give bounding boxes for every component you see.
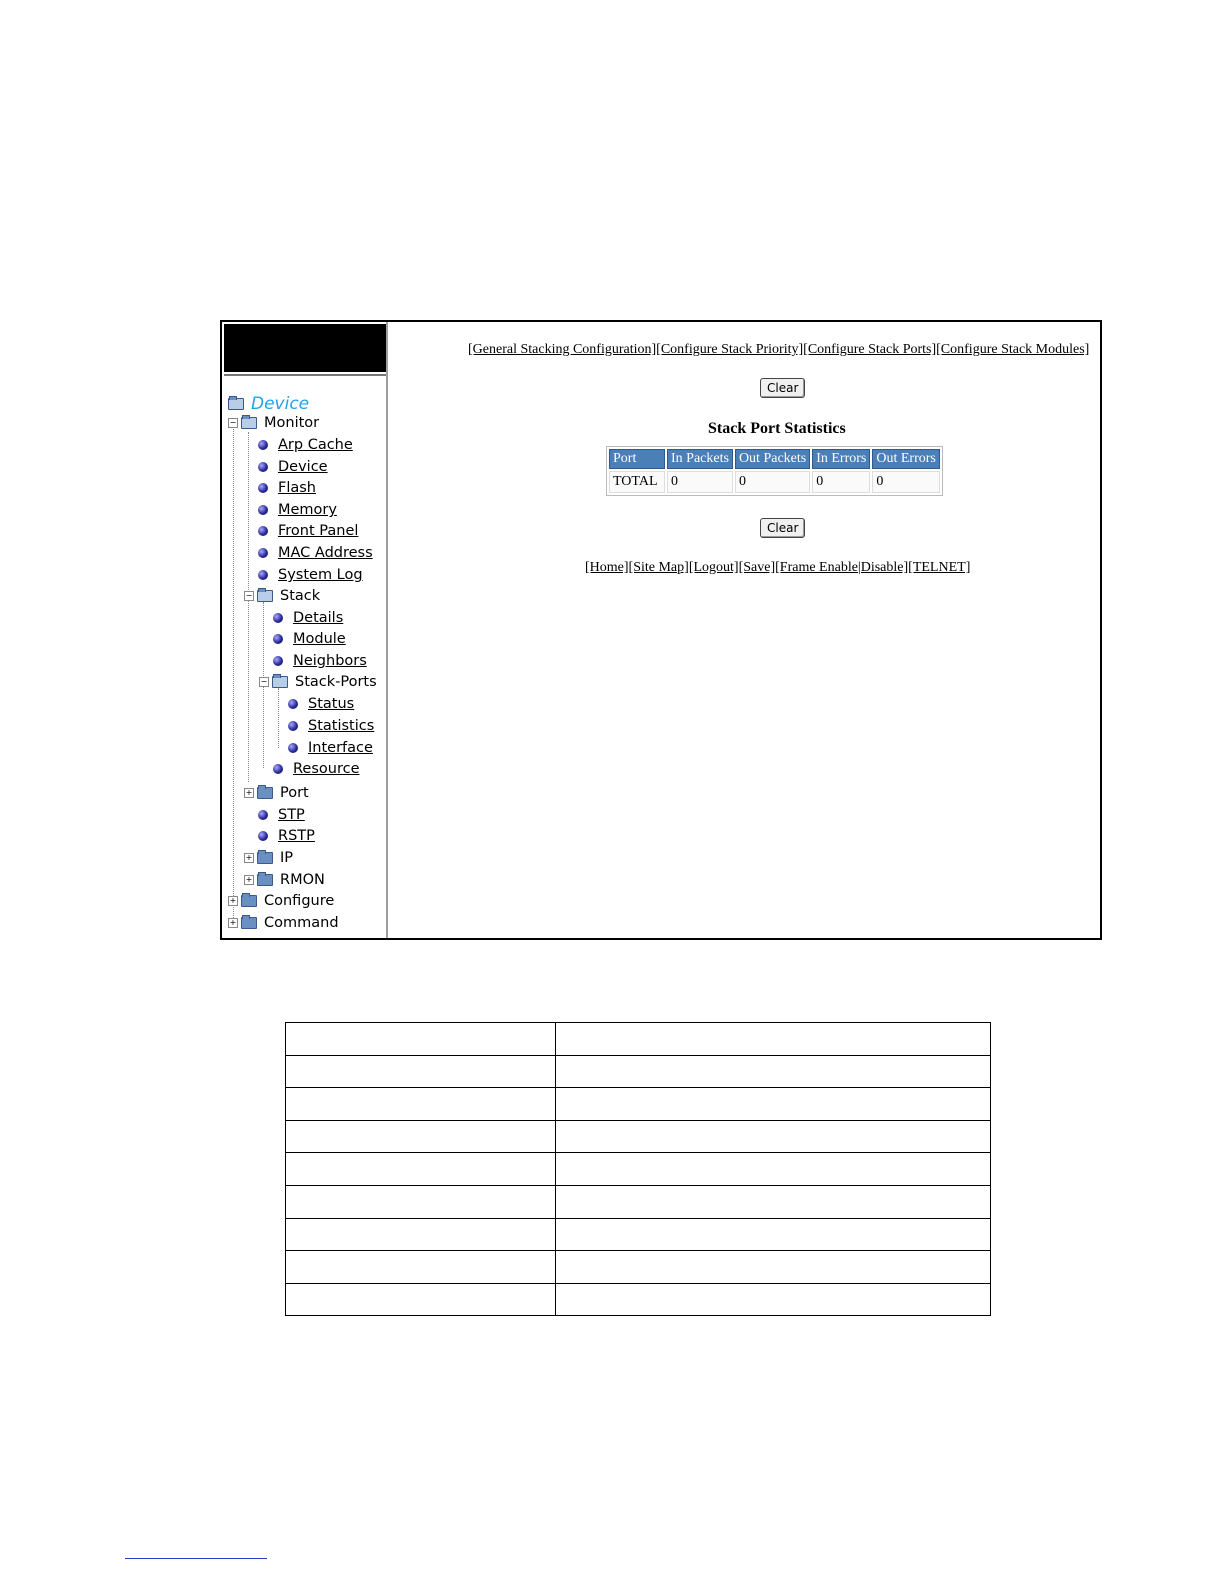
cell-in-packets: 0 — [667, 471, 733, 493]
table-cell — [556, 1153, 990, 1185]
tree-node-stack[interactable]: − Stack — [245, 588, 321, 604]
table-cell — [556, 1284, 990, 1317]
column-header-in-packets: In Packets — [667, 449, 733, 469]
nav-general-stacking-configuration[interactable]: [General Stacking Configuration] — [468, 342, 657, 357]
folder-icon — [257, 852, 273, 864]
tree-line — [248, 432, 249, 782]
column-header-out-errors: Out Errors — [872, 449, 940, 469]
tree-link-arp-cache[interactable]: Arp Cache — [258, 435, 353, 455]
folder-open-icon — [257, 590, 273, 602]
tree-link-interface[interactable]: Interface — [288, 738, 373, 758]
tree-node-stack-ports[interactable]: − Stack-Ports — [260, 674, 377, 690]
nav-home[interactable]: [Home] — [585, 560, 629, 575]
table-cell — [286, 1088, 556, 1120]
nav-logout[interactable]: [Logout] — [688, 560, 739, 575]
footnote-rule — [125, 1558, 267, 1559]
bullet-icon — [273, 613, 283, 623]
nav-configure-stack-ports[interactable]: [Configure Stack Ports] — [803, 342, 937, 357]
nav-disable[interactable]: |Disable] — [857, 560, 909, 575]
bullet-icon — [273, 764, 283, 774]
table-row — [286, 1284, 990, 1317]
table-cell — [556, 1219, 990, 1251]
table-cell — [286, 1219, 556, 1251]
footer-nav — [585, 560, 970, 576]
table-cell — [556, 1088, 990, 1120]
bullet-icon — [288, 743, 298, 753]
table-row — [609, 471, 940, 493]
bullet-icon — [258, 570, 268, 580]
column-header-out-packets: Out Packets — [735, 449, 810, 469]
cell-port: TOTAL — [609, 471, 665, 493]
tree-node-command[interactable]: + Command — [229, 915, 339, 931]
tree-node-monitor[interactable]: − Monitor — [229, 415, 320, 431]
bullet-icon — [258, 505, 268, 515]
table-cell — [556, 1056, 990, 1088]
table-cell — [556, 1186, 990, 1218]
screenshot-frame — [220, 320, 1102, 940]
nav-save[interactable]: [Save] — [738, 560, 776, 575]
bullet-icon — [258, 831, 268, 841]
table-cell — [286, 1023, 556, 1055]
clear-button-top[interactable]: Clear — [760, 378, 805, 398]
tree-line — [278, 688, 279, 748]
tree-root-device[interactable]: Device — [228, 394, 309, 414]
table-cell — [556, 1251, 990, 1283]
cell-out-errors: 0 — [872, 471, 940, 493]
table-cell — [286, 1153, 556, 1185]
table-row — [286, 1251, 990, 1284]
table-row — [286, 1121, 990, 1154]
tree-link-statistics[interactable]: Statistics — [288, 716, 374, 736]
folder-icon — [257, 874, 273, 886]
cell-in-errors: 0 — [812, 471, 870, 493]
tree-link-details[interactable]: Details — [273, 608, 343, 628]
bullet-icon — [258, 483, 268, 493]
table-header-row — [609, 449, 940, 469]
page-title: Stack Port Statistics — [708, 420, 846, 437]
table-cell — [286, 1121, 556, 1153]
bullet-icon — [288, 699, 298, 709]
bullet-icon — [258, 548, 268, 558]
tree-link-device[interactable]: Device — [258, 457, 328, 477]
nav-frame-enable[interactable]: [Frame Enable — [775, 560, 858, 575]
nav-configure-stack-priority[interactable]: [Configure Stack Priority] — [656, 342, 804, 357]
folder-icon — [241, 917, 257, 929]
tree-link-rstp[interactable]: RSTP — [258, 826, 315, 846]
tree-link-status[interactable]: Status — [288, 694, 354, 714]
tree-line — [233, 422, 234, 922]
tree-link-neighbors[interactable]: Neighbors — [273, 651, 367, 671]
table-row — [286, 1186, 990, 1219]
tree-node-rmon[interactable]: + RMON — [245, 872, 325, 888]
collapse-icon[interactable]: − — [245, 591, 253, 600]
bullet-icon — [258, 440, 268, 450]
tree-link-flash[interactable]: Flash — [258, 478, 316, 498]
table-cell — [286, 1186, 556, 1218]
table-cell — [286, 1284, 556, 1317]
expand-icon[interactable]: + — [245, 853, 253, 862]
tree-link-stp[interactable]: STP — [258, 805, 305, 825]
table-cell — [556, 1121, 990, 1153]
table-row — [286, 1056, 990, 1089]
table-row — [286, 1023, 990, 1056]
table-row — [286, 1219, 990, 1252]
table-cell — [286, 1056, 556, 1088]
tree-node-ip[interactable]: + IP — [245, 850, 294, 866]
expand-icon[interactable]: + — [245, 788, 253, 797]
tree-link-memory[interactable]: Memory — [258, 500, 337, 520]
tree-link-system-log[interactable]: System Log — [258, 565, 363, 585]
column-header-port: Port — [609, 449, 665, 469]
nav-tree — [222, 322, 388, 938]
clear-button-bottom[interactable]: Clear — [760, 518, 805, 538]
nav-telnet[interactable]: [TELNET] — [908, 560, 971, 575]
stack-port-statistics-table — [606, 446, 943, 496]
table-row — [286, 1088, 990, 1121]
folder-open-icon — [241, 417, 257, 429]
nav-configure-stack-modules[interactable]: [Configure Stack Modules] — [936, 342, 1090, 357]
tree-link-resource[interactable]: Resource — [273, 759, 360, 779]
cell-out-packets: 0 — [735, 471, 810, 493]
bullet-icon — [288, 721, 298, 731]
expand-icon[interactable]: + — [229, 896, 237, 905]
tree-node-port[interactable]: + Port — [245, 785, 309, 801]
bullet-icon — [258, 810, 268, 820]
table-cell — [556, 1023, 990, 1055]
column-header-in-errors: In Errors — [812, 449, 870, 469]
tree-node-configure[interactable]: + Configure — [229, 893, 335, 909]
bullet-icon — [258, 462, 268, 472]
expand-icon[interactable]: + — [245, 875, 253, 884]
tree-link-front-panel[interactable]: Front Panel — [258, 521, 358, 541]
table-cell — [286, 1251, 556, 1283]
folder-icon — [257, 787, 273, 799]
folder-icon — [241, 895, 257, 907]
bullet-icon — [273, 634, 283, 644]
folder-open-icon — [228, 398, 244, 410]
bullet-icon — [258, 526, 268, 536]
tree-link-mac-address[interactable]: MAC Address — [258, 543, 373, 563]
stacking-nav — [468, 342, 1089, 358]
collapse-icon[interactable]: − — [229, 418, 237, 427]
nav-site-map[interactable]: [Site Map] — [628, 560, 689, 575]
collapse-icon[interactable]: − — [260, 677, 268, 686]
bullet-icon — [273, 656, 283, 666]
table-row — [286, 1153, 990, 1186]
expand-icon[interactable]: + — [229, 918, 237, 927]
tree-link-module[interactable]: Module — [273, 629, 346, 649]
navigation-pane — [222, 322, 388, 938]
folder-open-icon — [272, 676, 288, 688]
description-table — [285, 1022, 991, 1316]
